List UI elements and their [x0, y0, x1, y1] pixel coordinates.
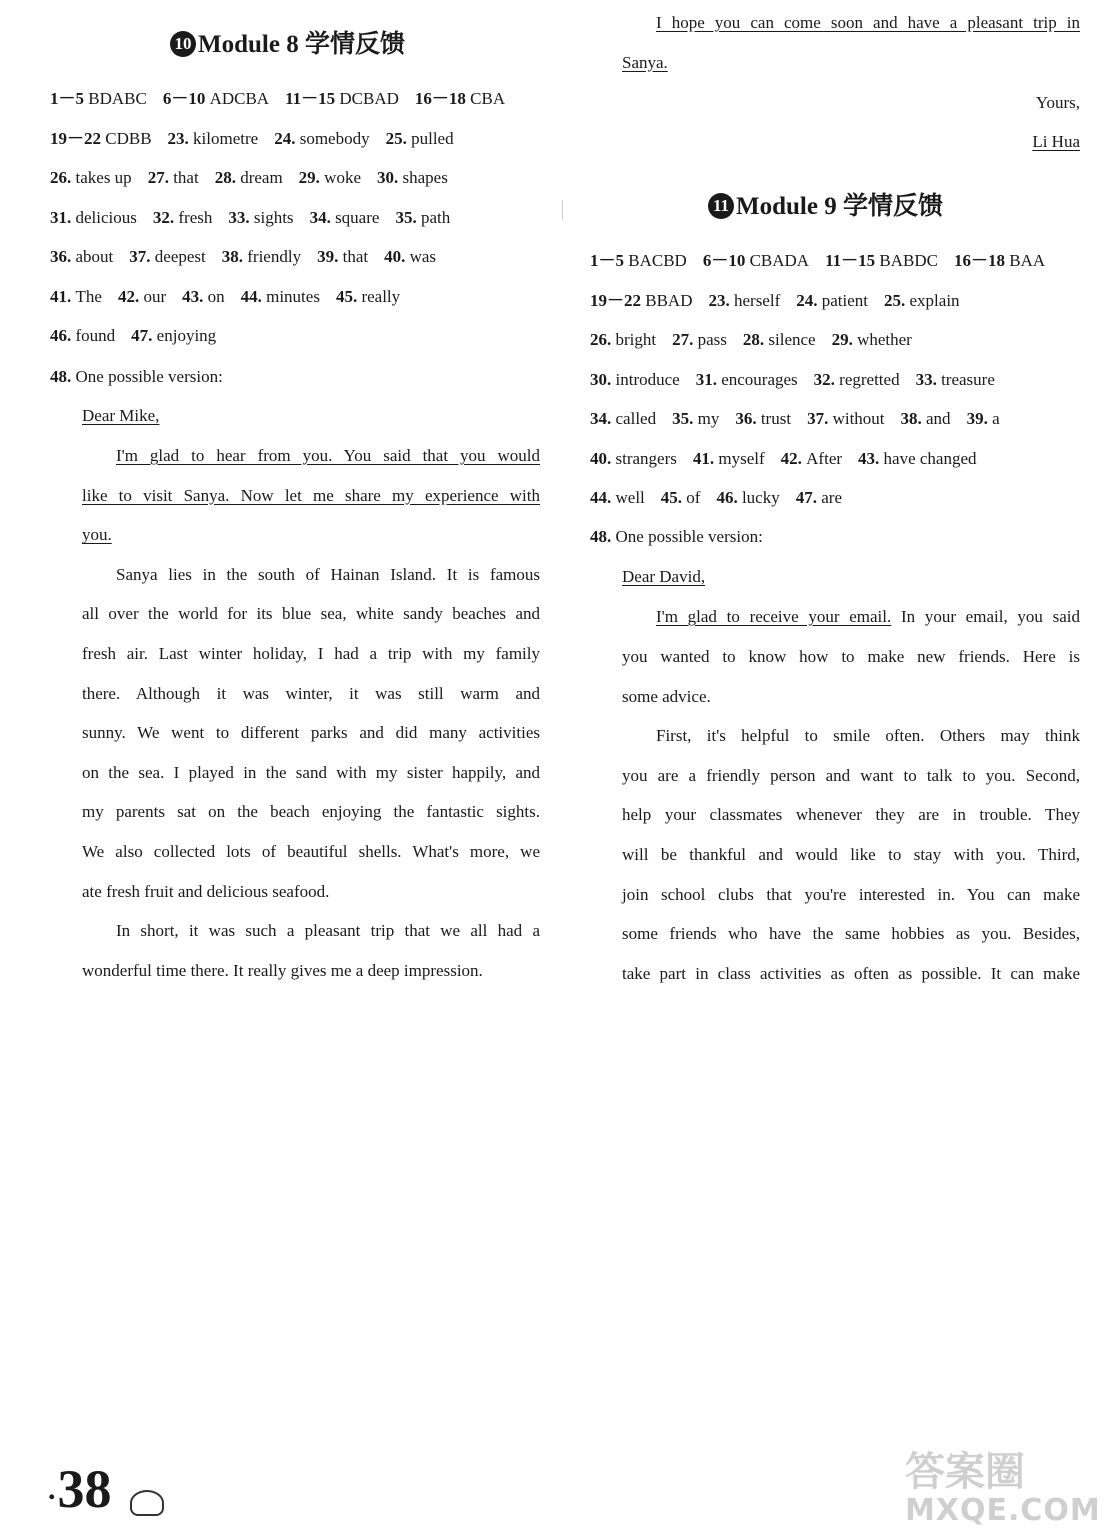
answer-text: friendly	[247, 247, 302, 266]
question-number: 47.	[795, 488, 822, 507]
answer-text: DCBAD	[339, 89, 399, 108]
answer-text: deepest	[154, 247, 206, 266]
answer-text: shapes	[402, 168, 448, 187]
question-number: 44.	[240, 286, 267, 306]
module-9-title	[708, 186, 943, 222]
question-number: 38.	[900, 409, 927, 428]
question-number: 46.	[50, 326, 76, 345]
page-corner-icon	[130, 1490, 164, 1516]
answer-text: BBAD	[645, 290, 693, 310]
question-number: 41.	[692, 448, 719, 468]
answer-text: somebody	[299, 128, 370, 148]
answer-text: really	[361, 286, 401, 306]
answer-text: BDABC	[88, 89, 147, 108]
question-number: 11－15	[825, 251, 880, 270]
question-number: 33.	[228, 207, 254, 227]
question-number: 24.	[796, 290, 822, 310]
answer-row	[590, 369, 1080, 391]
answer-text: BACBD	[628, 251, 687, 270]
answer-text: whether	[857, 330, 912, 349]
essay-line: sunny. We went to different parks and did many activities	[82, 723, 540, 743]
answer-text: without	[832, 409, 885, 428]
answer-text: square	[335, 207, 380, 227]
question-number: 36.	[50, 247, 76, 266]
answer-text: called	[615, 409, 657, 428]
page-number: .38	[48, 1459, 112, 1519]
essay-line: take part in class activities as often as possible. It can make	[622, 963, 1080, 983]
answer-text: have changed	[883, 448, 977, 468]
answer-text: BABDC	[879, 251, 938, 270]
answer-text: kilometre	[193, 128, 259, 148]
essay-line: fresh air. Last winter holiday, I had a trip with my family	[82, 644, 540, 663]
answer-row	[590, 329, 1080, 351]
answer-row	[50, 167, 540, 189]
question-number: 41.	[50, 286, 76, 306]
question-number: 43.	[182, 286, 208, 306]
essay-line: some friends who have the same hobbies as you. Besides,	[622, 924, 1080, 944]
question-number: 25.	[385, 128, 412, 148]
essay-sentence: In your email, you said	[891, 607, 1080, 626]
answer-row	[590, 290, 1080, 312]
answer-row	[590, 448, 1080, 470]
answer-row	[590, 250, 1080, 272]
answer-text: sights	[253, 207, 294, 227]
answer-text: ADCBA	[209, 89, 270, 108]
question-number: 35.	[395, 207, 421, 227]
answer-text: bright	[615, 330, 657, 349]
essay-line: In short, it was such a pleasant trip that we all had a	[116, 921, 540, 941]
question-number: 1－5	[590, 251, 629, 270]
essay-line: We also collected lots of beautiful shells. What's more, we	[82, 842, 540, 861]
answer-text: on	[207, 286, 225, 306]
question-number: 34.	[590, 409, 616, 428]
question-number: 33.	[915, 369, 942, 389]
question-number: 26.	[590, 330, 616, 349]
answer-row	[50, 325, 540, 347]
answer-text: about	[75, 247, 114, 266]
question-number: 35.	[672, 409, 698, 428]
question-number: 11－15	[285, 89, 340, 108]
question-number: 43.	[858, 448, 884, 468]
question-number: 19－22	[50, 128, 106, 148]
essay-underlined-sentence: I'm glad to receive your email.	[656, 607, 892, 626]
question-number: 24.	[274, 128, 300, 148]
essay-line: like to visit Sanya. Now let me share my experience with	[82, 485, 540, 505]
question-number: 37.	[807, 409, 833, 428]
question-number: 47.	[131, 326, 157, 345]
answer-text: are	[821, 488, 842, 507]
question-number: 29.	[298, 168, 325, 187]
answer-text: encourages	[721, 369, 798, 389]
essay-line: there. Although it was winter, it was still warm and	[82, 683, 540, 703]
question-number: 29.	[831, 330, 858, 349]
answer-text: CBADA	[749, 251, 810, 270]
q48-number: 48.	[590, 527, 612, 546]
answer-text: woke	[324, 168, 361, 187]
closing-line: Sanya.	[622, 52, 668, 72]
question-number: 16－18	[414, 89, 471, 108]
letter-greeting: Dear David,	[622, 567, 706, 586]
question-number: 42.	[117, 286, 144, 306]
essay-line: wonderful time there. It really gives me a deep impression.	[82, 960, 483, 980]
answer-text: pulled	[411, 128, 454, 148]
essay-line: on the sea. I played in the sand with my sister happily, and	[82, 762, 540, 782]
answer-text: strangers	[615, 448, 677, 468]
letter-greeting: Dear Mike,	[82, 406, 160, 425]
essay-line: help your classmates whenever they are in trouble. They	[622, 805, 1080, 825]
watermark-url: MXQE.COM	[905, 1493, 1101, 1528]
question-number: 42.	[780, 448, 807, 468]
answer-text: silence	[768, 330, 816, 349]
answer-text: minutes	[266, 286, 320, 306]
question-number: 23.	[708, 290, 734, 310]
module-8-title	[170, 24, 405, 60]
answer-row	[590, 408, 1080, 430]
question-number: 6－10	[162, 89, 210, 108]
essay-line: my parents sat on the beach enjoying the fantastic sights.	[82, 802, 540, 822]
answer-text: pass	[697, 330, 727, 349]
answer-text: fresh	[178, 207, 213, 227]
question-number: 30.	[377, 168, 403, 187]
answer-text: After	[806, 448, 843, 468]
answer-text: a	[992, 409, 1000, 428]
answer-text: of	[686, 488, 701, 507]
answer-row	[50, 128, 540, 150]
essay-line: you.	[82, 525, 112, 545]
question-number: 46.	[716, 488, 742, 507]
question-number: 45.	[335, 286, 362, 306]
answer-text: treasure	[941, 369, 995, 389]
answer-row	[590, 487, 1080, 509]
answer-text: herself	[733, 290, 781, 310]
question-number: 40.	[384, 247, 410, 266]
answer-text: our	[143, 286, 167, 306]
answer-text: that	[342, 247, 369, 266]
answer-text: found	[75, 326, 116, 345]
essay-line	[656, 606, 1080, 628]
answer-text: my	[697, 409, 720, 428]
answer-text: well	[615, 488, 645, 507]
answer-row	[50, 207, 540, 229]
question-number: 23.	[167, 128, 194, 148]
column-divider-mark	[562, 200, 563, 220]
sign-off: Yours,	[1035, 93, 1080, 112]
answer-row	[50, 286, 540, 308]
answer-text: introduce	[615, 369, 680, 389]
essay-line: Sanya lies in the south of Hainan Island. It is famous	[116, 564, 540, 584]
answer-text: dream	[240, 168, 283, 187]
question-number: 27.	[672, 330, 698, 349]
essay-line: all over the world for its blue sea, white sandy beaches and	[82, 604, 540, 624]
answer-text: enjoying	[156, 326, 217, 345]
answer-text: lucky	[741, 488, 780, 507]
question-number: 45.	[660, 488, 687, 507]
answer-text: BAA	[1009, 251, 1046, 270]
q48-label: One possible version:	[615, 527, 763, 546]
question-number: 28.	[742, 330, 769, 349]
essay-line: join school clubs that you're interested in. You can make	[622, 884, 1080, 904]
question-number: 16－18	[953, 251, 1010, 270]
question-number: 6－10	[702, 251, 750, 270]
q48-heading	[590, 526, 763, 548]
essay-line: ate fresh fruit and delicious seafood.	[82, 881, 330, 901]
question-number: 19－22	[590, 290, 646, 310]
answer-text: patient	[821, 290, 869, 310]
essay-line: you are a friendly person and want to talk to you. Second,	[622, 765, 1080, 785]
question-number: 30.	[590, 369, 616, 389]
answer-text: delicious	[75, 207, 137, 227]
q48-label: One possible version:	[75, 367, 223, 386]
question-number: 28.	[214, 168, 241, 187]
q48-number: 48.	[50, 367, 72, 386]
title-text: Module 8 学情反馈	[198, 31, 405, 58]
answer-text: explain	[909, 290, 960, 310]
answer-text: and	[926, 409, 951, 428]
question-number: 39.	[317, 247, 343, 266]
answer-text: regretted	[839, 369, 900, 389]
question-number: 25.	[884, 290, 910, 310]
answer-text: The	[75, 286, 102, 306]
title-text: Module 9 学情反馈	[736, 193, 943, 220]
answer-text: trust	[760, 409, 792, 428]
answer-text: CBA	[470, 89, 506, 108]
title-number-badge: 11	[708, 193, 734, 219]
question-number: 44.	[590, 488, 616, 507]
essay-line: you wanted to know how to make new friends. Here is	[622, 647, 1080, 666]
question-number: 27.	[147, 168, 174, 187]
question-number: 31.	[695, 369, 722, 389]
question-number: 31.	[50, 207, 76, 227]
question-number: 32.	[813, 369, 840, 389]
answer-text: was	[409, 247, 437, 266]
answer-text: CDBB	[105, 128, 152, 148]
essay-line: First, it's helpful to smile often. Others may think	[656, 726, 1080, 746]
question-number: 38.	[221, 247, 248, 266]
answer-text: myself	[718, 448, 765, 468]
essay-line: will be thankful and would like to stay with you. Third,	[622, 845, 1080, 864]
answer-row	[50, 246, 540, 268]
answer-text: path	[420, 207, 451, 227]
question-number: 26.	[50, 168, 76, 187]
answer-row	[50, 88, 540, 110]
essay-line: some advice.	[622, 686, 711, 706]
closing-line: I hope you can come soon and have a pleasant trip in	[656, 13, 1080, 32]
title-number-badge: 10	[170, 31, 196, 57]
answer-text: takes up	[75, 168, 132, 187]
signature: Li Hua	[1032, 132, 1080, 151]
q48-heading	[50, 366, 223, 388]
question-number: 40.	[590, 448, 616, 468]
watermark-logo: 答案圈	[905, 1449, 1025, 1495]
question-number: 1－5	[50, 89, 89, 108]
answer-text: that	[173, 168, 199, 187]
question-number: 37.	[129, 247, 155, 266]
question-number: 36.	[735, 409, 761, 428]
essay-line: I'm glad to hear from you. You said that you would	[116, 446, 540, 465]
question-number: 39.	[966, 409, 993, 428]
question-number: 32.	[152, 207, 179, 227]
question-number: 34.	[309, 207, 336, 227]
